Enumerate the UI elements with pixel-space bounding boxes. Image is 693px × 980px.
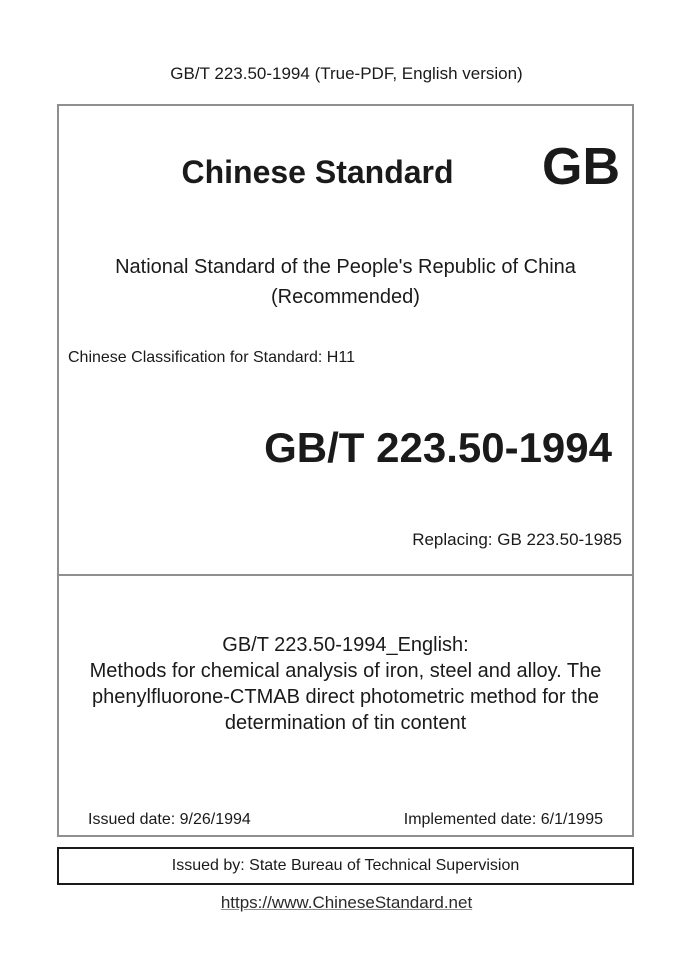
- section-divider: [59, 574, 632, 576]
- english-title-label: GB/T 223.50-1994_English:: [222, 634, 469, 656]
- english-title-line: Methods for chemical analysis of iron, steel and alloy. The: [89, 660, 602, 682]
- brand-title: Chinese Standard: [181, 154, 454, 190]
- gb-logo: GB: [542, 138, 620, 196]
- standard-number: GB/T 223.50-1994: [264, 424, 612, 471]
- implemented-date-label: Implemented date: 6/1/1995: [403, 811, 603, 828]
- issuer-box: [57, 847, 634, 885]
- national-standard-block: [59, 252, 632, 312]
- standard-cover-box: [57, 104, 634, 837]
- page-header-title: GB/T 223.50-1994 (True-PDF, English version): [170, 64, 523, 83]
- issued-date-label: Issued date: 9/26/1994: [88, 811, 251, 828]
- replacing-label: Replacing: GB 223.50-1985: [412, 530, 622, 549]
- english-title-line: determination of tin content: [224, 712, 467, 734]
- website-link[interactable]: https://www.ChineseStandard.net: [220, 893, 473, 912]
- recommended-line: (Recommended): [271, 286, 420, 308]
- dates-row: [88, 810, 603, 829]
- issued-by-label: Issued by: State Bureau of Technical Supervision: [171, 857, 520, 874]
- footer: [0, 893, 693, 913]
- english-title-line: phenylfluorone-CTMAB direct photometric method for the: [92, 686, 599, 708]
- english-title-block: [59, 632, 632, 736]
- classification-label: Chinese Classification for Standard: H11: [68, 349, 355, 366]
- national-standard-line: National Standard of the People's Republic of China: [115, 256, 576, 278]
